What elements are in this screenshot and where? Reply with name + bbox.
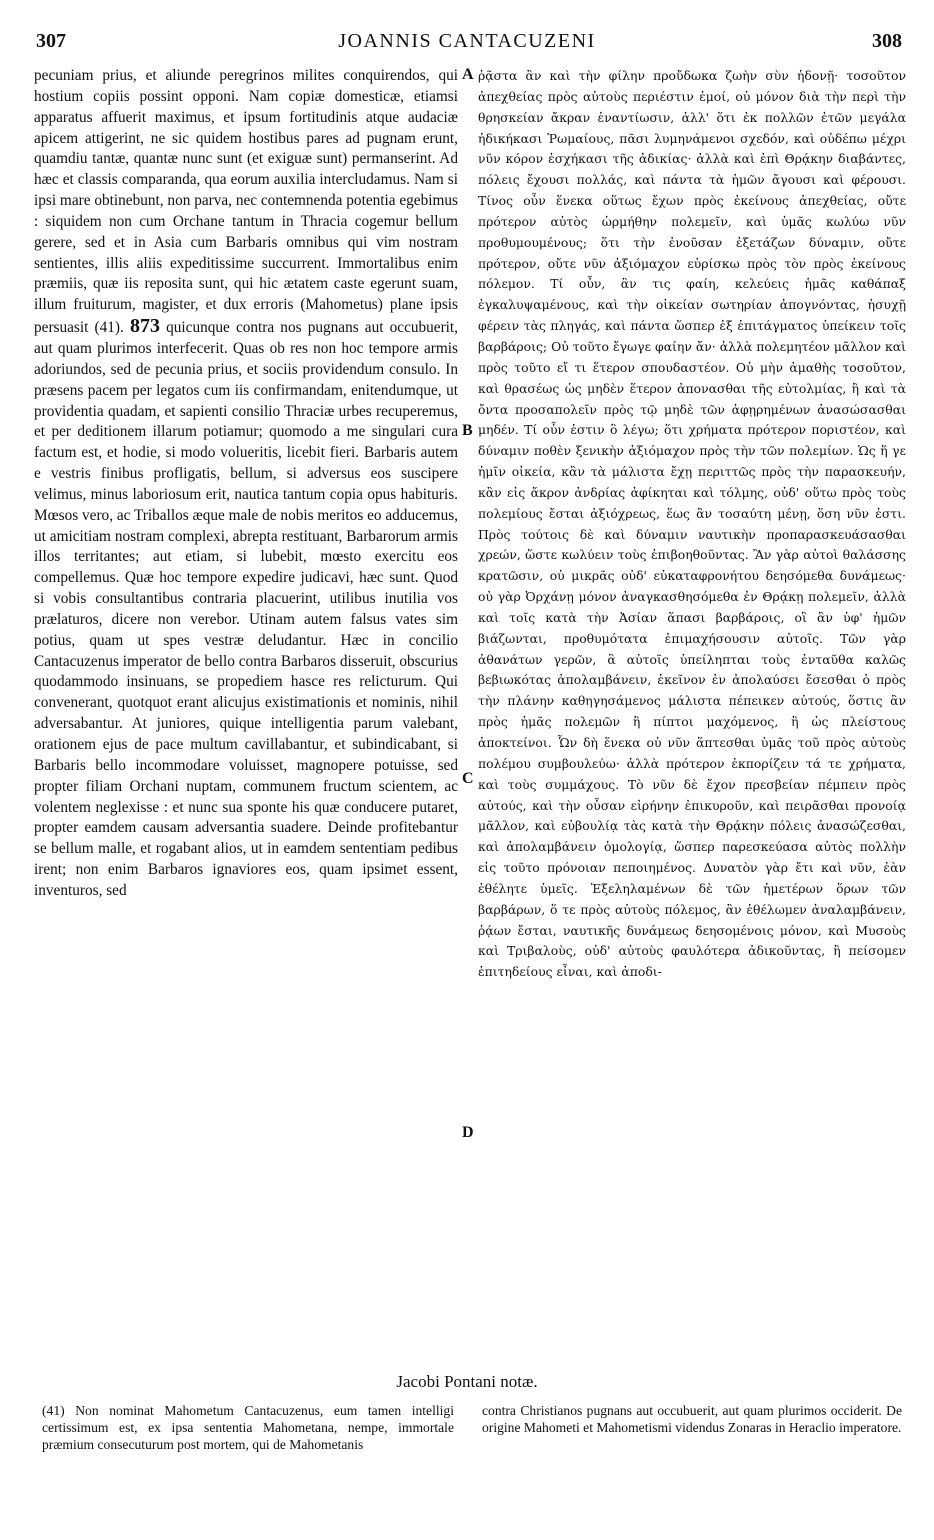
latin-text-part-2: quicunque contra nos pugnans aut occubuerit, aut quam plurimos interfecerit. Quas ob res non hoc tempore armis adoriundos, sed de pecunia prius, et sociis providendum consulo. In præsens pacem per legatos cum iis confirmandam, enitendumque, ut providentia quadam, et sapienti consilio Thraciæ urbes recuperemus, et per deditionem illarum potiamur; quomodo a me singulari cura factum est, et hodie, si modo volueritis, licebit fieri. Barbaris autem e vestris finibus profligatis, bellum, si adversus eos suscipere velimus, minus laboriosum erit, nautica tantum copia opus habituris. Mœsos vero, ac Triballos æque male de nobis meritos eo adducemus, ut amicitiam nostram complexi, abrepta restituant, Barbarorum armis illos territantes; aut etiam, si lubebit, mœsto exercitu eos compellemus. Quæ hoc tempore expedire judicavi, hæc sunt. Quod si vobis consultantibus contraria placuerint, utilibus inutilia vos prælaturos, dicere non verebor. Utinam autem falsus vates sim potius, quam ut spes vestræ deludantur. Hæc in concilio Cantacuzenus imperator de bello contra Barbaros disseruit, obscurius quodammodo insinuans, se propediem hasce res relicturum. Qui convenerant, quotquot erant alicujus existimationis et nominis, nihil adversabantur. At juniores, quique intelligentia parum valebant, orationem ejus de pace multum cavillabantur, et subindicabant, si Barbaris bello incommodare voluisset, magnopere potuisse, sed propter filiam Orchani nuptam, communem fructum scientem, ac volentem neglexisse : et nunc sua sponte his quæ conducere putaret, propter eamdem causam adversantia suadere. Deinde profitebantur se bellum malle, et rogabant alios, ut in eamdem sententiam pedibus irent; non enim Barbaros ignaviores eos, quam ipsimet essent, inventuros, sed [34, 319, 458, 899]
running-title: JOANNIS CANTACUZENI [338, 30, 596, 52]
margin-letter-c: C [462, 770, 474, 787]
footnote-right: contra Christianos pugnans aut occubuerit, aut quam plurimos occiderit. De origine Mahometi et Mahometismi videndus Zonaras in Heraclio imperatore. [482, 1403, 902, 1435]
latin-column [34, 66, 458, 1366]
greek-text: ῥᾷστα ἂν καὶ τὴν φίλην προὔδωκα ζωὴν σὺν ἡδονῇ· τοσοῦτον ἀπεχθείας πρὸς αὐτοὺς περιέστιν ἐμοί, οὐ μόνον διὰ τὴν περὶ τὴν θρησκείαν ἄκραν ἐναντίωσιν, ἀλλ' ὅτι ἐκ πολλῶν ἐτῶν μεγάλα ἠδικήκασι Ῥωμαίους, πᾶσι λυμηνάμενοι σχεδόν, καὶ οὐδέπω μέχρι νῦν κόρον ἐσχήκασι τῆς ἀδικίας· ἀλλὰ καὶ ἐπὶ Θρᾴκην διαβάντες, πόλεις ἔχουσι πολλάς, καὶ πάντα τὰ ἡμῶν ἄγουσι καὶ φέρουσι. Τίνος οὖν ἕνεκα οὕτως ἔχων πρὸς ἐκείνους ἀπεχθείας, οὔτε πρότερον αὐτὸς ὡρμήθην πολεμεῖν, καὶ ὑμᾶς κωλύω νῦν προθυμουμένους; ὅτι τὴν ἐνοῦσαν ἐξετάζων δύναμιν, οὔτε πρότερον, οὔτε νῦν ἀξιόμαχον εὑρίσκω πρὸς τὸν πρὸς ἐκείνους πόλεμον. Τί οὖν, ἂν τις φαίη, κελεύεις ἡμᾶς καθάπαξ ἐγκαλυψαμένους, καὶ τὴν οἰκείαν σωτηρίαν ἀπογνόντας, ἡσυχῇ φέρειν τὰς πληγάς, καὶ πάντα ὥσπερ ἐξ ἐπιτάγματος ὑπείκειν τοῖς βαρβάροις; Οὐ τοῦτο ἔγωγε φαίην ἄν· ἀλλὰ πολεμητέον μᾶλλον καὶ πρὸς τοῦτο εἴ τι ἕτερον σπουδαστέον. Οὐ μὴν ἀμαθὴς τοσοῦτον, καὶ θρασέως ὡς μηδὲν ἕτερον ἀπονασθαι τῆς εὐτολμίας, ἢ καὶ τὰ ὄντα προσαπολεῖν πρὸς τῷ μηδὲ τῶν ἀφῃρημένων ἀνασώσασθαι μηδέν. Τί οὖν ἐστιν ὃ λέγω; ὅτι χρήματα πρότερον ποριστέον, καὶ δύναμιν ποθὲν ξενικὴν ἀξιόμαχον πρὸς τὴν τῶν πολεμίων. Ὡς ἥ γε ἡμῖν οἰκεία, κἂν τὰ μάλιστα ἔχῃ περιττῶς πρὸς τὴν παρασκευήν, κἂν εἰς ἄκρον ἀνδρίας ἀφίκηται καὶ τόλμης, οὐδ' οὕτω πρὸς τοὺς πολεμίους ἔσται ἀξιόχρεως, ἕως ἂν τοσαύτη μένῃ, ὅση νῦν ἐστι. Πρὸς τούτοις δὲ καὶ δύναμιν ναυτικὴν προπαρασκευάσασθαι χρεών, ὥστε κωλύειν τοὺς ἐπιβοηθοῦντας. Ἂν γὰρ αὐτοὶ θαλάσσης κρατῶσιν, οὐ μικρᾶς οὐδ' εὐκαταφρονήτου δεησόμεθα δυνάμεως· οὐ γὰρ Ὀρχάνῃ μόνον ἀναγκασθησόμεθα ἐν Θρᾴκῃ πολεμεῖν, ἀλλὰ καὶ τοῖς κατὰ τὴν Ἀσίαν ἅπασι βαρβάροις, οἳ ἂν ὑφ' ἡμῶν βιάζωνται, προθυμότατα ἐπιμαχήσουσιν αὐτοῖς. Τῶν γὰρ ἀθανάτων γερῶν, ἃ αὐτοῖς ὑπείληπται τοὺς ἐνταῦθα καλῶς βεβιωκότας ἀπολαμβάνειν, ἐκεῖνον ἐν ἀπολαύσει ἔσεσθαι ὁ πρὸς τὴν πλάνην καθηγησάμενος μάλιστα πέπεικεν αὐτούς, ὅστις ἂν πρὸς ἡμᾶς πολεμῶν ἢ πίπτοι μαχόμενος, ἢ ὡς πλείστους ἀποκτείνοι. Ὧν δὴ ἕνεκα οὐ νῦν ἅπτεσθαι ὑμᾶς τοῦ πρὸς αὐτοὺς πολέμου συμβουλεύω· ἀλλὰ πρότερον ἐκπορίζειν τά τε χρήματα, καὶ τοὺς συμμάχους. Τὸ νῦν δὲ ἔχον πρεσβείαν πέμπειν πρὸς αὐτούς, καὶ τὴν οὖσαν εἰρήνην ἐπικυροῦν, καὶ πειρᾶσθαι προνοίᾳ μᾶλλον, καὶ εὐβουλίᾳ τὰς κατὰ τὴν Θρᾴκην πόλεις ἀνασώζεσθαι, καὶ ἀπολαμβάνειν ὁμολογίᾳ, ὥσπερ παρεσκεύασα αὐτὸς πολλὴν εἰς τοῦτο πρόνοιαν πεποιημένος. Δυνατὸν γὰρ ἔτι καὶ νῦν, ἐὰν ἐθέλητε ὑμεῖς. Ἐξεληλαμένων δὲ τῶν ἡμετέρων ὅρων τῶν βαρβάρων, ὅ τε πρὸς αὐτοὺς πόλεμος, ἂν ἐθέλωμεν ἀναλαμβάνειν, ῥᾴων ἔσται, ναυτικῆς δυνάμεως δεησομένοις μόνον, καὶ Μυσοὺς καὶ Τριβαλοὺς, οὐδ' αὐτοὺς φαυλότερα ἀδικοῦντας, ἢ πείσομεν ἐπιτηδείους εἶναι, καὶ ἀποδι- [478, 68, 906, 980]
latin-text-part-1: pecuniam prius, et aliunde peregrinos milites conquirendos, qui hostium copiis possint opponi. Nam copiæ domesticæ, etiamsi apparatus affuerit maximus, et ipsum fortitudinis atque audaciæ apicem attigerint, ne sic quidem hostibus pares ad pugnam erunt, quamdiu tantæ, quantæ nunc sunt (et exiguæ sunt) permanserint. Ad hæc et classis comparanda, qua eorum auxilia intercludamus. Nam si ipsi mare obtinebunt, non parva, nec contemnenda potentia egebimus : siquidem non cum Orchane tantum in Thracia cogemur bellum gerere, sed et in Asia cum Barbaris omnibus qui vim nostram sentientes, illis aliis expeditissime succurrent. Immortalibus enim præmiis, quæ iis reposita sunt, qui hic ætatem caste egerunt suam, illum fruiturum, magister, et dux erroris (Mahometus) plane ipsis persuasit (41). [34, 67, 458, 337]
margin-letter-d: D [462, 1124, 474, 1141]
running-header [30, 30, 904, 56]
footnote-left: (41) Non nominat Mahometum Cantacuzenus, eum tamen intelligi certissimum est, ex ipsa sententia Mahometana, nempe, immortale præmium consecuturum post mortem, qui de Mahometanis [42, 1403, 454, 1452]
page-number-left: 307 [36, 30, 66, 52]
notes-title: Jacobi Pontani notæ. [396, 1372, 538, 1391]
page-number-right: 308 [872, 30, 902, 52]
latin-text [34, 66, 458, 902]
margin-letter-b: B [462, 422, 473, 439]
greek-column [478, 66, 906, 1366]
margin-letter-a: A [462, 66, 474, 83]
inline-page-number: 873 [129, 315, 160, 338]
